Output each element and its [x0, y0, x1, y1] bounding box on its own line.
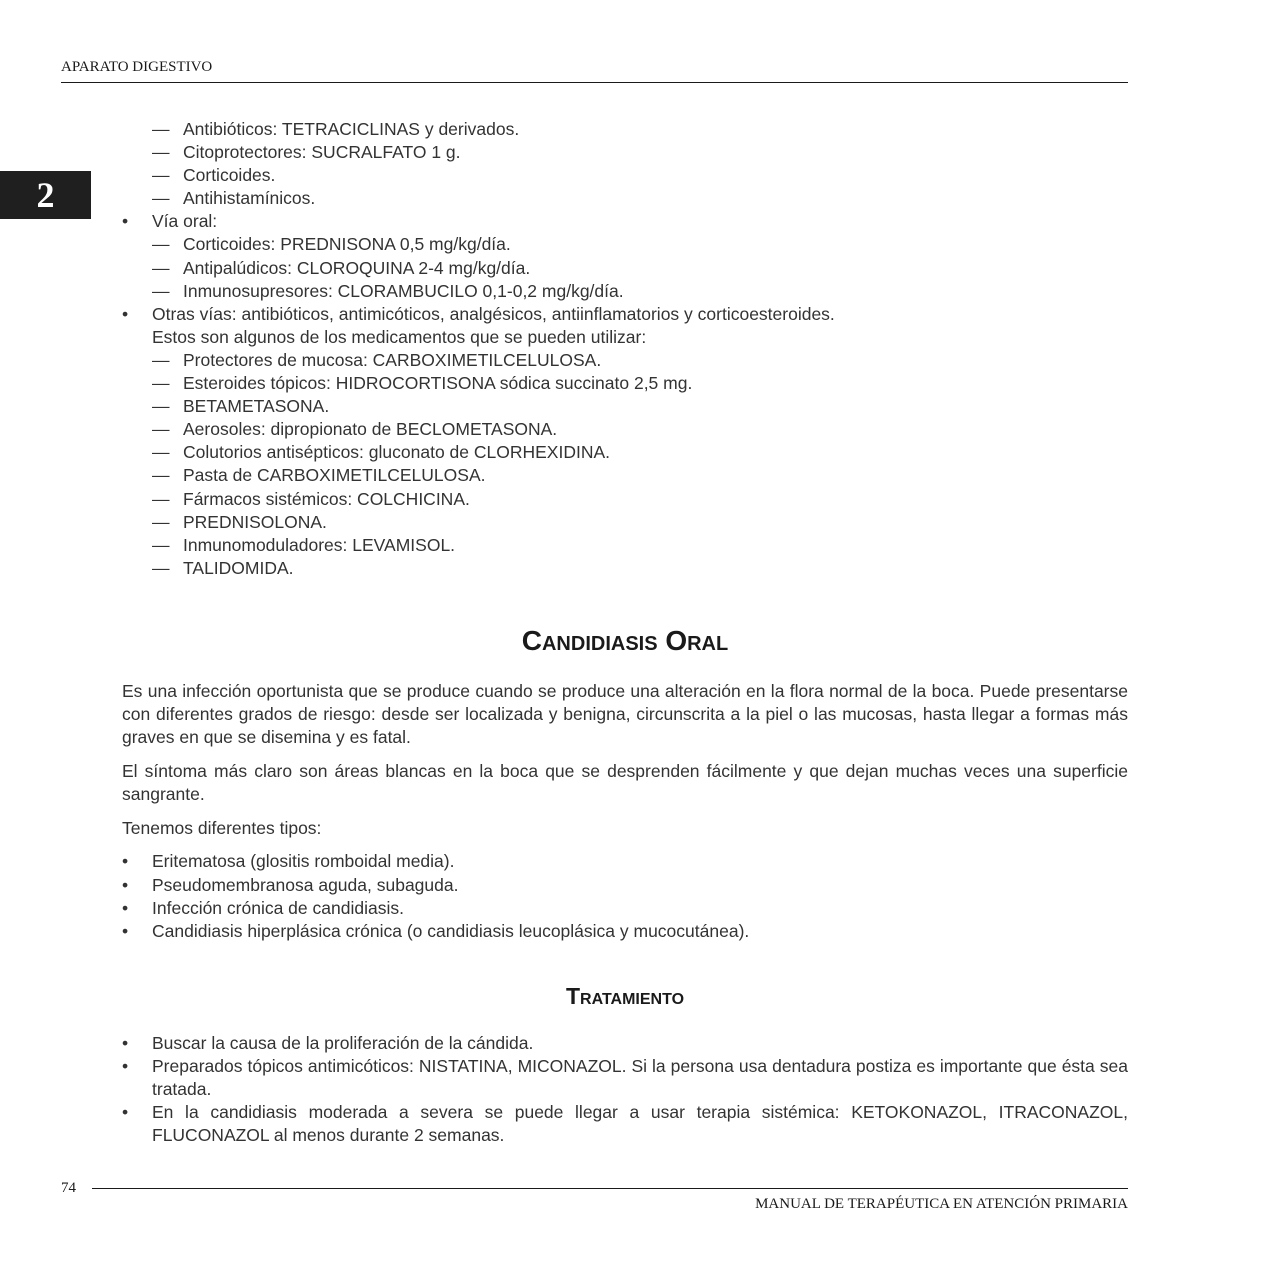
list-item: — Colutorios antisépticos: gluconato de CLORHEXIDINA.: [122, 441, 1128, 464]
dash-marker: —: [152, 534, 170, 555]
list-item: — Antibióticos: TETRACICLINAS y derivados.: [122, 118, 1128, 141]
dash-marker: —: [152, 465, 170, 486]
bullet-marker: •: [122, 1102, 129, 1123]
page-content: [122, 118, 1128, 1147]
chapter-tab: 2: [0, 171, 91, 219]
bullet-marker: •: [122, 874, 129, 895]
list-item: • Eritematosa (glositis romboidal media).: [122, 850, 1128, 873]
list-item: • En la candidiasis moderada a severa se puede llegar a usar terapia sistémica: KETOKONAZOL, ITRACONAZOL, FLUCONAZOL al menos durante 2 semanas.: [122, 1102, 1128, 1146]
dash-marker: —: [152, 373, 170, 394]
list-item: — Aerosoles: dipropionato de BECLOMETASONA.: [122, 418, 1128, 441]
list-item: — Protectores de mucosa: CARBOXIMETILCELULOSA.: [122, 349, 1128, 372]
dash-marker: —: [152, 396, 170, 417]
footer-rule: [92, 1188, 1128, 1189]
dash-marker: —: [152, 234, 170, 255]
subsection-title: Tratamiento: [565, 982, 685, 1009]
bullet-marker: •: [122, 897, 129, 918]
list-item-continuation: Estos son algunos de los medicamentos que se pueden utilizar:: [152, 326, 647, 347]
dash-marker: —: [152, 488, 170, 509]
dash-marker: —: [152, 511, 170, 532]
list-item: — Corticoides: PREDNISONA 0,5 mg/kg/día.: [122, 233, 1128, 256]
list-item: • Infección crónica de candidiasis.: [122, 897, 1128, 920]
list-item: — Esteroides tópicos: HIDROCORTISONA sódica succinato 2,5 mg.: [122, 372, 1128, 395]
dash-marker: —: [152, 419, 170, 440]
dash-marker: —: [152, 119, 170, 139]
treatment-list: [122, 1032, 1128, 1147]
dash-marker: —: [152, 142, 170, 163]
paragraph: Es una infección oportunista que se produce cuando se produce una alteración en la flora normal de la boca. Puede presentarse con diferentes grados de riesgo: desde ser localizada y benigna, circunscrita a la piel o las mucosas, hasta llegar a formas más graves en que se disemina y es fatal.: [122, 680, 1128, 748]
list-item: — Pasta de CARBOXIMETILCELULOSA.: [122, 464, 1128, 487]
list-item: • Preparados tópicos antimicóticos: NISTATINA, MICONAZOL. Si la persona usa dentadura postiza es importante que ésta sea tratada.: [122, 1055, 1128, 1099]
list-item: — Antipalúdicos: CLOROQUINA 2-4 mg/kg/día.: [122, 257, 1128, 280]
list-item: — PREDNISOLONA.: [122, 511, 1128, 534]
dash-marker: —: [152, 442, 170, 463]
bullet-marker: •: [122, 920, 129, 941]
list-item: — TALIDOMIDA.: [122, 557, 1128, 580]
dash-marker: —: [152, 165, 170, 186]
dash-marker: —: [152, 257, 170, 278]
bullet-marker: •: [122, 851, 129, 872]
running-header: APARATO DIGESTIVO: [61, 59, 213, 75]
dash-marker: —: [152, 349, 170, 370]
bullet-marker: •: [122, 211, 129, 232]
types-list: [122, 850, 1128, 942]
dash-marker: —: [152, 188, 170, 209]
list-item: — Antihistamínicos.: [122, 187, 1128, 210]
list-item: — Inmunomoduladores: LEVAMISOL.: [122, 534, 1128, 557]
paragraph: Tenemos diferentes tipos:: [122, 818, 322, 839]
list-item: — Corticoides.: [122, 164, 1128, 187]
header-rule: [61, 82, 1128, 83]
paragraph: El síntoma más claro son áreas blancas en la boca que se desprenden fácilmente y que dejan muchas veces una superficie sangrante.: [122, 761, 1128, 805]
list-item: • Otras vías: antibióticos, antimicóticos, analgésicos, antiinflamatorios y corticoesteroides.: [122, 303, 1128, 326]
running-footer: MANUAL DE TERAPÉUTICA EN ATENCIÓN PRIMARIA: [755, 1196, 1128, 1212]
list-item: • Candidiasis hiperplásica crónica (o candidiasis leucoplásica y mucocutánea).: [122, 920, 1128, 943]
list-item: • Buscar la causa de la proliferación de la cándida.: [122, 1032, 1128, 1055]
dash-marker: —: [152, 280, 170, 301]
list-item: • Pseudomembranosa aguda, subaguda.: [122, 874, 1128, 897]
bullet-marker: •: [122, 303, 129, 324]
dash-marker: —: [152, 557, 170, 578]
list-item: — Fármacos sistémicos: COLCHICINA.: [122, 488, 1128, 511]
bullet-marker: •: [122, 1032, 129, 1053]
list-item: — Citoprotectores: SUCRALFATO 1 g.: [122, 141, 1128, 164]
list-item: • Vía oral:: [122, 210, 1128, 233]
list-item: — Inmunosupresores: CLORAMBUCILO 0,1-0,2 mg/kg/día.: [122, 280, 1128, 303]
bullet-marker: •: [122, 1055, 129, 1076]
section-title: Candidiasis Oral: [521, 624, 729, 656]
page-number: 74: [61, 1180, 76, 1196]
top-list: [122, 118, 1128, 580]
list-item: — BETAMETASONA.: [122, 395, 1128, 418]
